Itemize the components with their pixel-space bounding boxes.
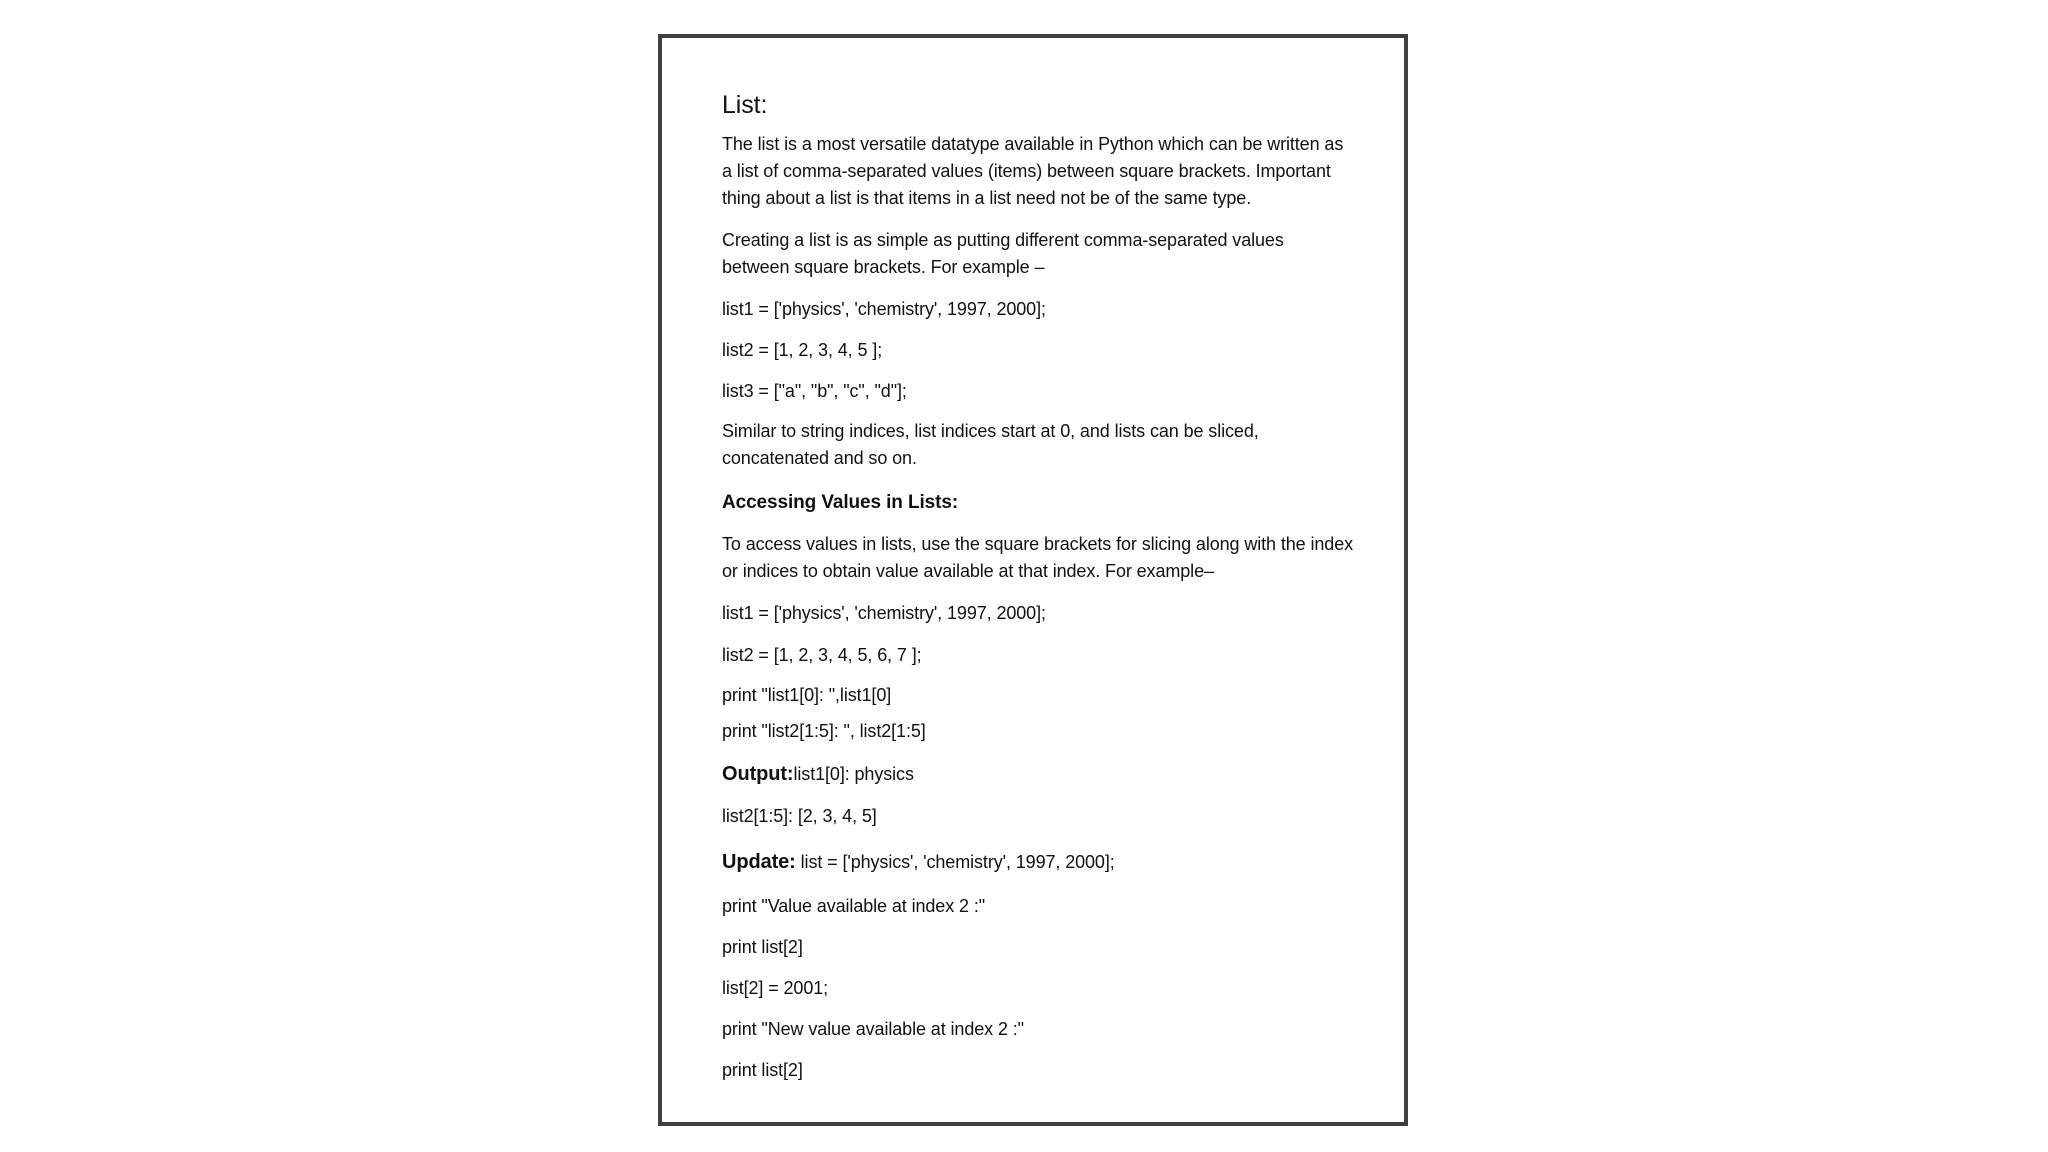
intro-line-2: a list of comma-separated values (items) between square brackets. Important: [722, 161, 1331, 181]
output-line: [722, 761, 914, 788]
code-line: print list[2]: [722, 1060, 803, 1080]
output-line-2: list2[1:5]: [2, 3, 4, 5]: [722, 806, 877, 826]
accessing-line-1: To access values in lists, use the square brackets for slicing along with the index: [722, 534, 1354, 554]
output-label: Output:: [722, 763, 794, 785]
similar-line-1: Similar to string indices, list indices start at 0, and lists can be sliced,: [722, 421, 1259, 441]
update-label: Update:: [722, 851, 796, 873]
code-line: print list[2]: [722, 937, 803, 957]
code-line: list1 = ['physics', 'chemistry', 1997, 2000];: [722, 603, 1046, 623]
creating-line-2: between square brackets. For example –: [722, 257, 1045, 277]
code-line: list2 = [1, 2, 3, 4, 5, 6, 7 ];: [722, 645, 922, 665]
update-line: [722, 849, 1115, 876]
page-title: List:: [722, 91, 768, 119]
code-line: print "list1[0]: ",list1[0]: [722, 685, 892, 705]
code-line: list[2] = 2001;: [722, 978, 829, 998]
code-line: list2 = [1, 2, 3, 4, 5 ];: [722, 340, 883, 360]
update-value: list = ['physics', 'chemistry', 1997, 2000];: [795, 852, 1115, 872]
creating-line-1: Creating a list is as simple as putting different comma-separated values: [722, 230, 1284, 250]
code-line: print "New value available at index 2 :": [722, 1019, 1024, 1039]
code-line: list1 = ['physics', 'chemistry', 1997, 2000];: [722, 299, 1046, 319]
section-heading-accessing: Accessing Values in Lists:: [722, 492, 959, 513]
document-page: [658, 34, 1408, 1126]
similar-line-2: concatenated and so on.: [722, 448, 917, 468]
intro-line-3: thing about a list is that items in a list need not be of the same type.: [722, 188, 1252, 208]
intro-line-1: The list is a most versatile datatype available in Python which can be written as: [722, 134, 1344, 154]
output-value: list1[0]: physics: [793, 764, 914, 784]
code-line: print "list2[1:5]: ", list2[1:5]: [722, 721, 926, 741]
code-line: print "Value available at index 2 :": [722, 896, 986, 916]
accessing-line-2: or indices to obtain value available at that index. For example–: [722, 561, 1214, 581]
code-line: list3 = ["a", "b", "c", "d"];: [722, 381, 907, 401]
